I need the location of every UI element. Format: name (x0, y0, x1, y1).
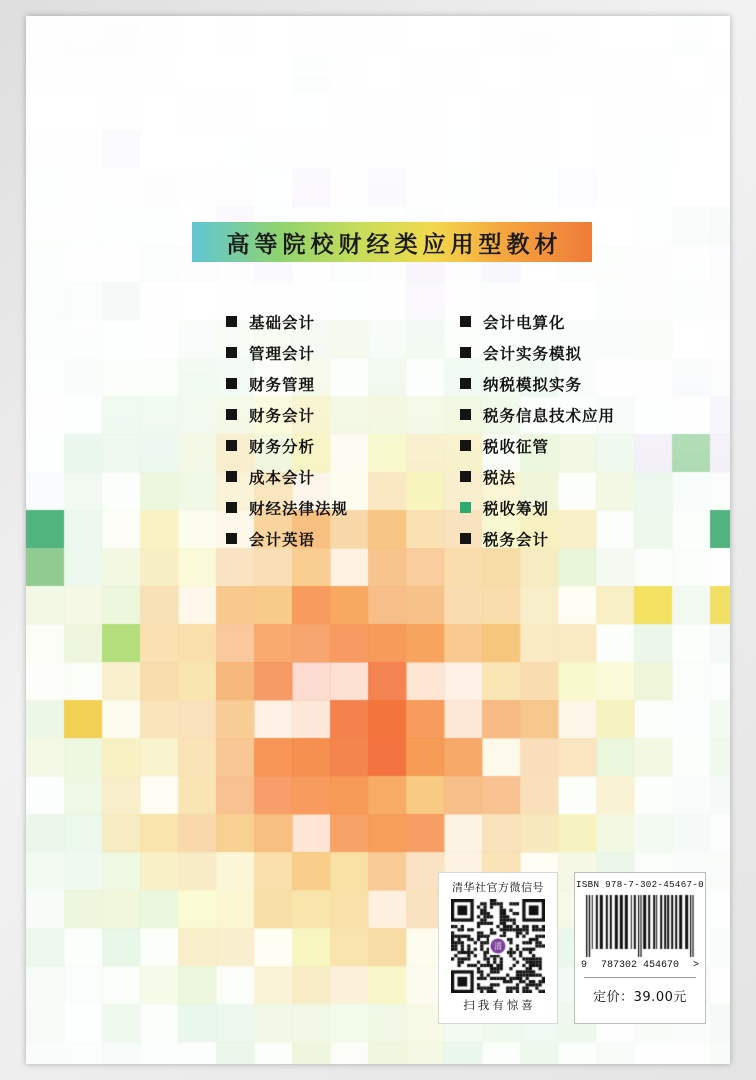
series-title-band (192, 222, 592, 262)
list-item (226, 306, 412, 337)
list-item-label: 财务会计 (249, 406, 316, 425)
list-item (226, 461, 412, 492)
list-item-label: 财务分析 (249, 437, 316, 456)
bullet-icon (460, 440, 471, 451)
list-item (460, 430, 646, 461)
list-item (460, 368, 646, 399)
bullet-icon (460, 533, 471, 544)
bullet-icon (226, 316, 237, 327)
list-item (460, 337, 646, 368)
list-item (226, 337, 412, 368)
bullet-icon (226, 378, 237, 389)
list-item (226, 399, 412, 430)
bullet-icon (226, 440, 237, 451)
series-list-right (460, 306, 646, 554)
bullet-icon (460, 316, 471, 327)
list-item-label: 会计英语 (249, 530, 316, 549)
isbn-text: ISBN 978-7-302-45467-0 (576, 879, 704, 890)
bullet-icon (460, 409, 471, 420)
ean-left-digit: 9 (581, 960, 588, 971)
list-item (460, 306, 646, 337)
divider (584, 977, 696, 978)
qr-code-icon (451, 899, 545, 993)
isbn-barcode-box (574, 872, 706, 1024)
bullet-icon (460, 378, 471, 389)
list-item (460, 523, 646, 554)
price-label: 定价：39.00元 (593, 990, 687, 1005)
list-item-label: 财经法律法规 (249, 499, 349, 518)
ean-end-mark: > (692, 960, 699, 971)
list-item-label: 税务信息技术应用 (483, 406, 616, 425)
bullet-icon (226, 409, 237, 420)
list-item-label: 税收征管 (483, 437, 550, 456)
bullet-icon (460, 502, 471, 513)
ean-digits-row (581, 960, 699, 971)
ean-main-digits: 787302 454670 (600, 960, 679, 971)
list-item (460, 492, 646, 523)
qr-caption: 清华社官方微信号 (452, 881, 544, 894)
list-item-label: 纳税模拟实务 (483, 375, 583, 394)
wechat-qr-box (438, 872, 558, 1024)
series-title-text: 高等院校财经类应用型教材 (226, 231, 563, 258)
list-item-label: 财务管理 (249, 375, 316, 394)
bullet-icon (226, 502, 237, 513)
list-item (460, 399, 646, 430)
list-item-label: 税法 (483, 468, 517, 487)
list-item (460, 461, 646, 492)
list-item (226, 492, 412, 523)
list-item-label: 会计电算化 (483, 313, 566, 332)
list-item-label: 会计实务模拟 (483, 344, 583, 363)
list-item-label: 基础会计 (249, 313, 316, 332)
list-item-label: 税务会计 (483, 530, 550, 549)
list-item-label: 管理会计 (249, 344, 316, 363)
barcode-icon (582, 893, 698, 959)
bullet-icon (460, 471, 471, 482)
bullet-icon (460, 347, 471, 358)
list-item (226, 430, 412, 461)
series-list-left (226, 306, 412, 554)
book-series-lists (226, 306, 646, 554)
book-back-cover (26, 16, 730, 1064)
qr-sub-caption: 扫我有惊喜 (463, 998, 536, 1012)
list-item-label: 成本会计 (249, 468, 316, 487)
bullet-icon (226, 533, 237, 544)
list-item-label: 税收筹划 (483, 499, 550, 518)
list-item (226, 368, 412, 399)
bullet-icon (226, 471, 237, 482)
bullet-icon (226, 347, 237, 358)
list-item (226, 523, 412, 554)
